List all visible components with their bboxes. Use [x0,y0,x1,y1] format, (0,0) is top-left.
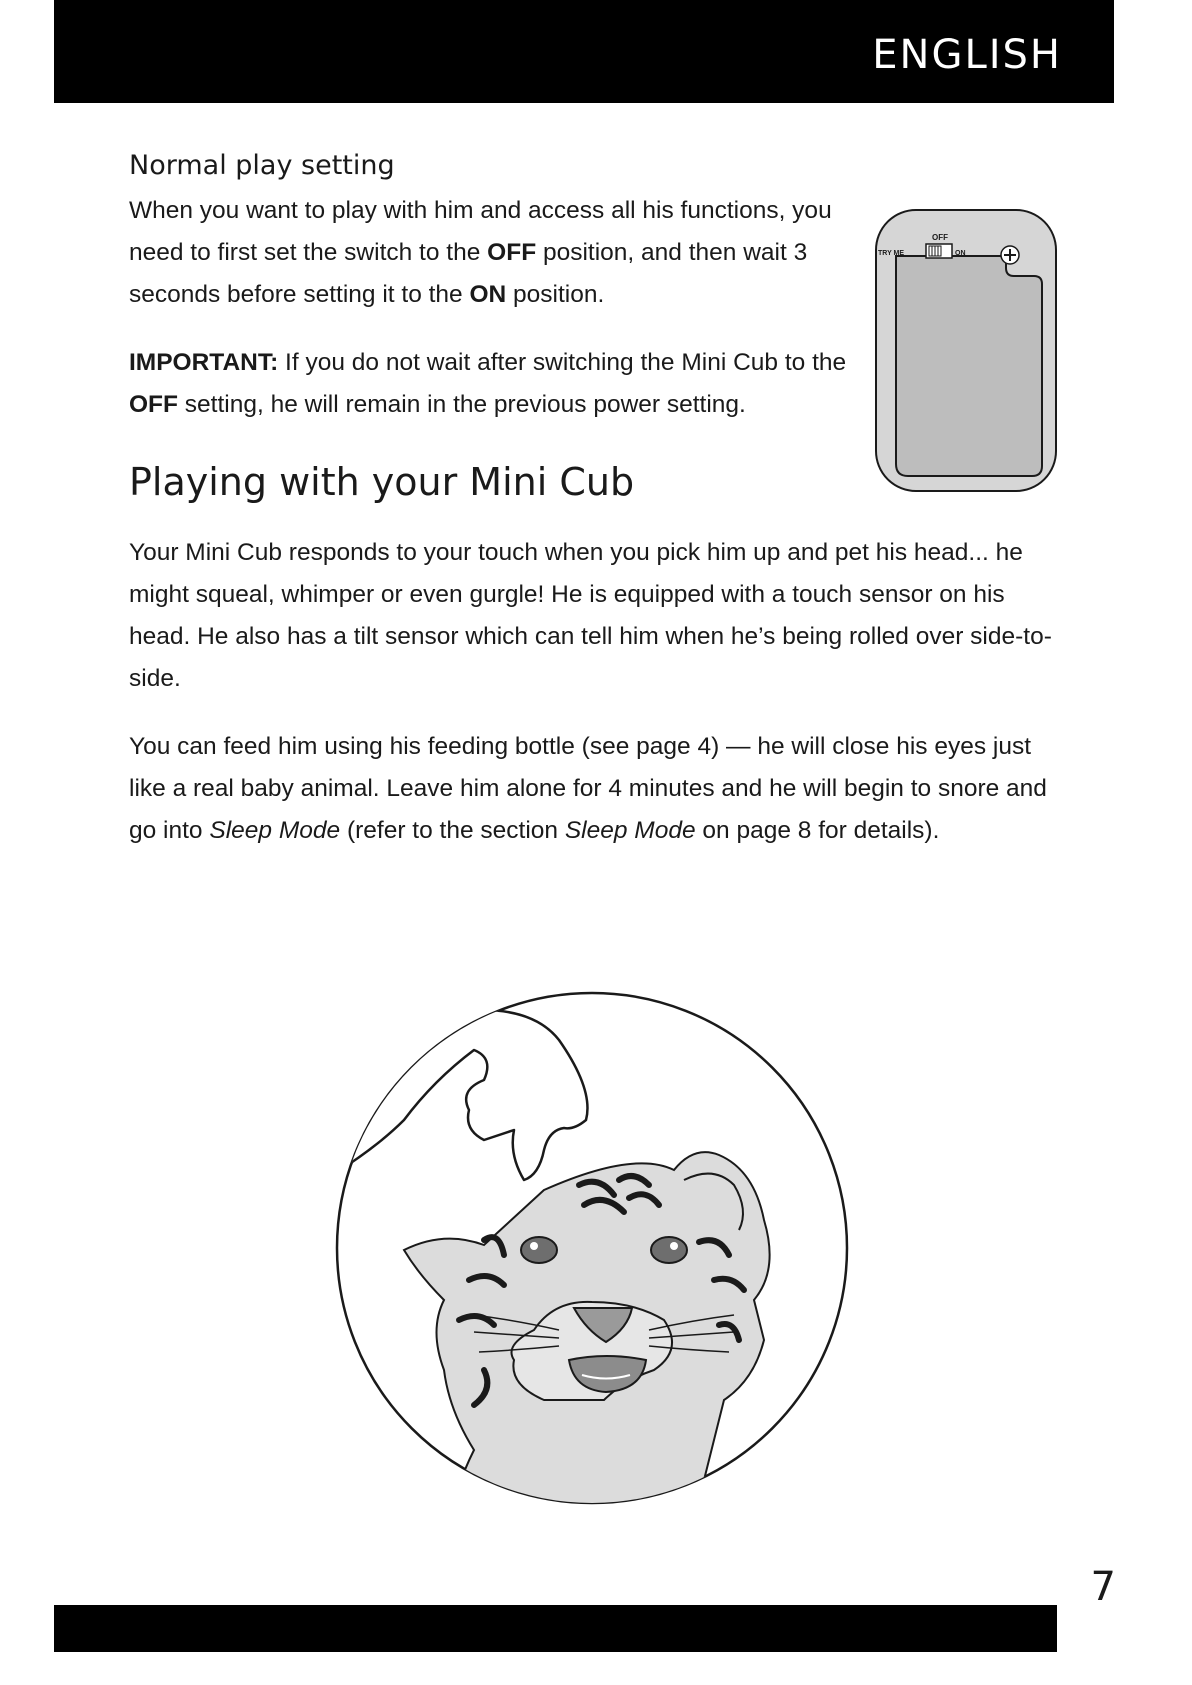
important-paragraph [129,342,874,426]
text-run: position, and then wait 3 seconds before setting it to the [129,239,808,308]
slide-switch [926,244,952,258]
on-keyword: ON [469,281,507,308]
off-keyword: OFF [129,391,178,418]
playing-paragraph-2 [129,726,1069,852]
text-run: setting, he will remain in the previous power setting. [178,391,746,418]
header-bar [54,0,1114,103]
sleep-mode-term: Sleep Mode [564,817,696,844]
screw-icon [1001,246,1019,264]
power-switch-illustration [874,208,1058,493]
playing-paragraph-1: Your Mini Cub responds to your touch when you pick him up and pet his head... he might squeal, whimper or even gurgle! He is equipped with a touch sensor on his head. He also has a tilt sensor which can tell him when he’s being rolled over side-to-side. [129,539,1052,692]
switch-off-label: OFF [932,233,948,242]
text-run: on page 8 for details). [695,817,940,844]
sleep-mode-term: Sleep Mode [209,817,341,844]
footer-bar [54,1605,1057,1652]
page-number: 7 [1090,1564,1116,1610]
text-run: position. [506,281,605,308]
tiger-cub-illustration [334,980,850,1520]
playing-heading: Playing with your Mini Cub [129,460,635,504]
switch-on-label: ON [955,250,966,257]
switch-try-me-label: TRY ME [878,250,905,257]
text-run: (refer to the section [340,817,565,844]
normal-play-paragraph [129,190,864,316]
off-keyword: OFF [487,239,537,266]
text-run: When you want to play with him and access all his functions, you need to first set the switch to the [129,197,832,266]
text-run: You can feed him using his feeding bottle (see page 4) — he will close his eyes just like a real baby animal. Leave him alone for 4 minutes and he will begin to snore and go into [129,733,1047,844]
text-run: If you do not wait after switching the Mini Cub to the [278,349,847,376]
important-label: IMPORTANT: [129,349,279,376]
normal-play-heading: Normal play setting [129,150,395,181]
language-label: ENGLISH [872,32,1062,78]
